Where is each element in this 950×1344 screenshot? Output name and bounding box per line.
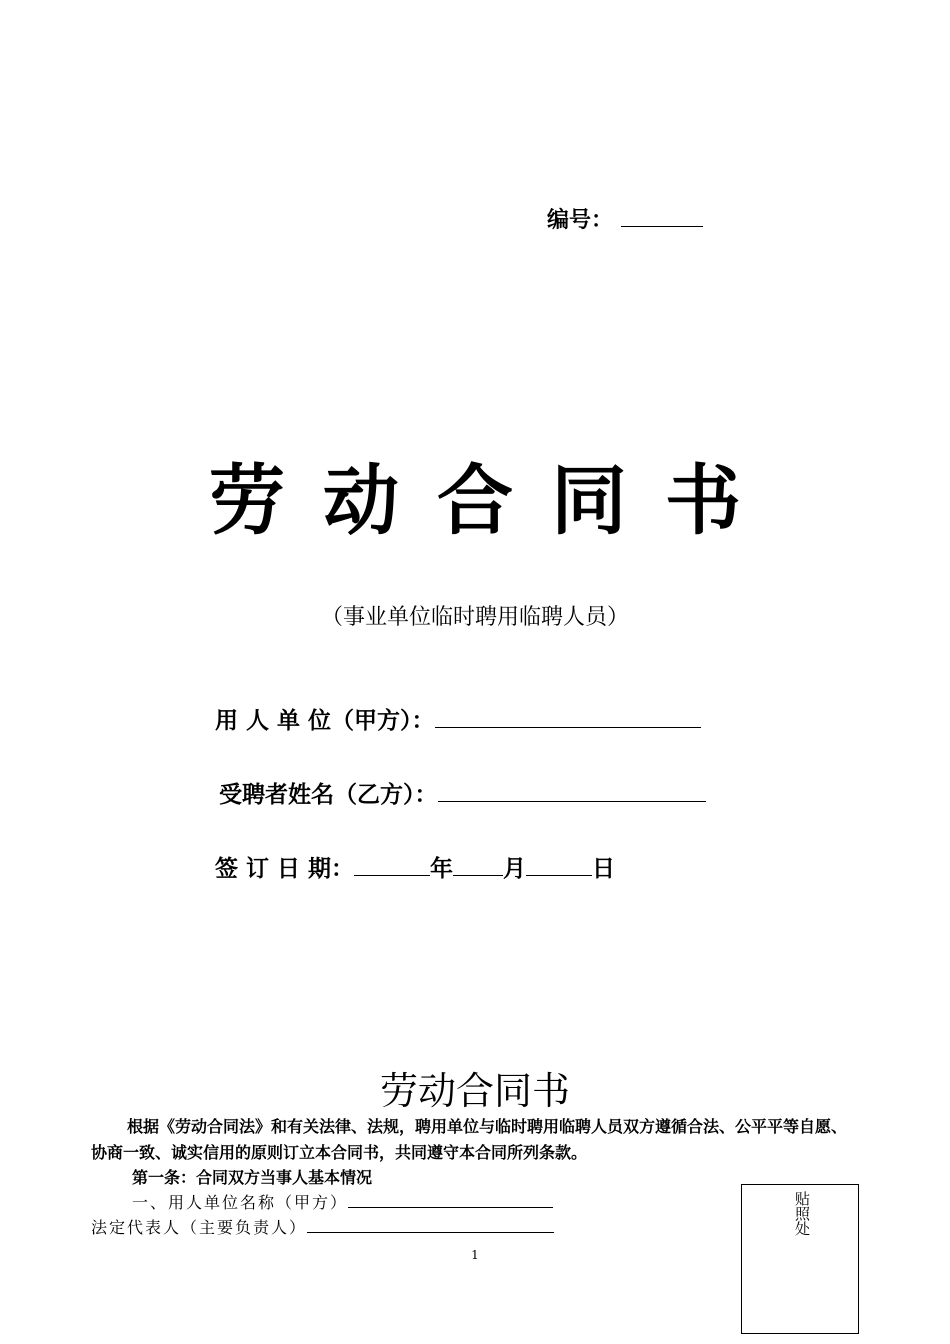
- article-1-heading: 第一条：合同双方当事人基本情况: [132, 1168, 373, 1187]
- employer-blank[interactable]: [435, 704, 701, 728]
- cover-subtitle: （事业单位临时聘用临聘人员）: [320, 605, 629, 630]
- serial-number-label: 编号：: [547, 208, 614, 233]
- employer-name-label: 一、用人单位名称（甲方）: [132, 1193, 349, 1212]
- photo-box: [741, 1184, 859, 1334]
- contract-body-title: 劳动合同书: [379, 1069, 570, 1113]
- employer-label: 用 人 单 位（甲方）：: [215, 708, 435, 734]
- serial-number-blank[interactable]: [621, 204, 703, 227]
- year-label: 年: [430, 856, 454, 882]
- serial-number-field: [547, 203, 703, 234]
- legal-rep-field: [91, 1215, 554, 1238]
- employee-blank[interactable]: [438, 778, 706, 802]
- page-number: 1: [471, 1248, 479, 1262]
- sign-date-field: [215, 850, 615, 883]
- month-label: 月: [503, 856, 527, 882]
- day-blank[interactable]: [526, 852, 592, 876]
- employee-label: 受聘者姓名（乙方）：: [219, 782, 438, 808]
- employee-field: [219, 776, 706, 809]
- intro-paragraph: 根据《劳动合同法》和有关法律、法规，聘用单位与临时聘用临聘人员双方遵循合法、公平平等自愿、协商一致、诚实信用的原则订立本合同书，共同遵守本合同所列条款。: [91, 1117, 848, 1162]
- cover-title: 劳动合同书: [209, 456, 779, 545]
- month-blank[interactable]: [453, 852, 503, 876]
- legal-rep-blank[interactable]: [307, 1216, 554, 1233]
- legal-rep-label: 法定代表人（主要负责人）: [91, 1218, 308, 1237]
- employer-name-blank[interactable]: [348, 1191, 553, 1208]
- employer-name-field: [132, 1190, 553, 1213]
- year-blank[interactable]: [354, 852, 430, 876]
- sign-date-label: 签 订 日 期：: [215, 856, 355, 882]
- day-label: 日: [592, 856, 616, 882]
- employer-field: [215, 702, 701, 735]
- photo-label: 贴照处: [793, 1191, 811, 1236]
